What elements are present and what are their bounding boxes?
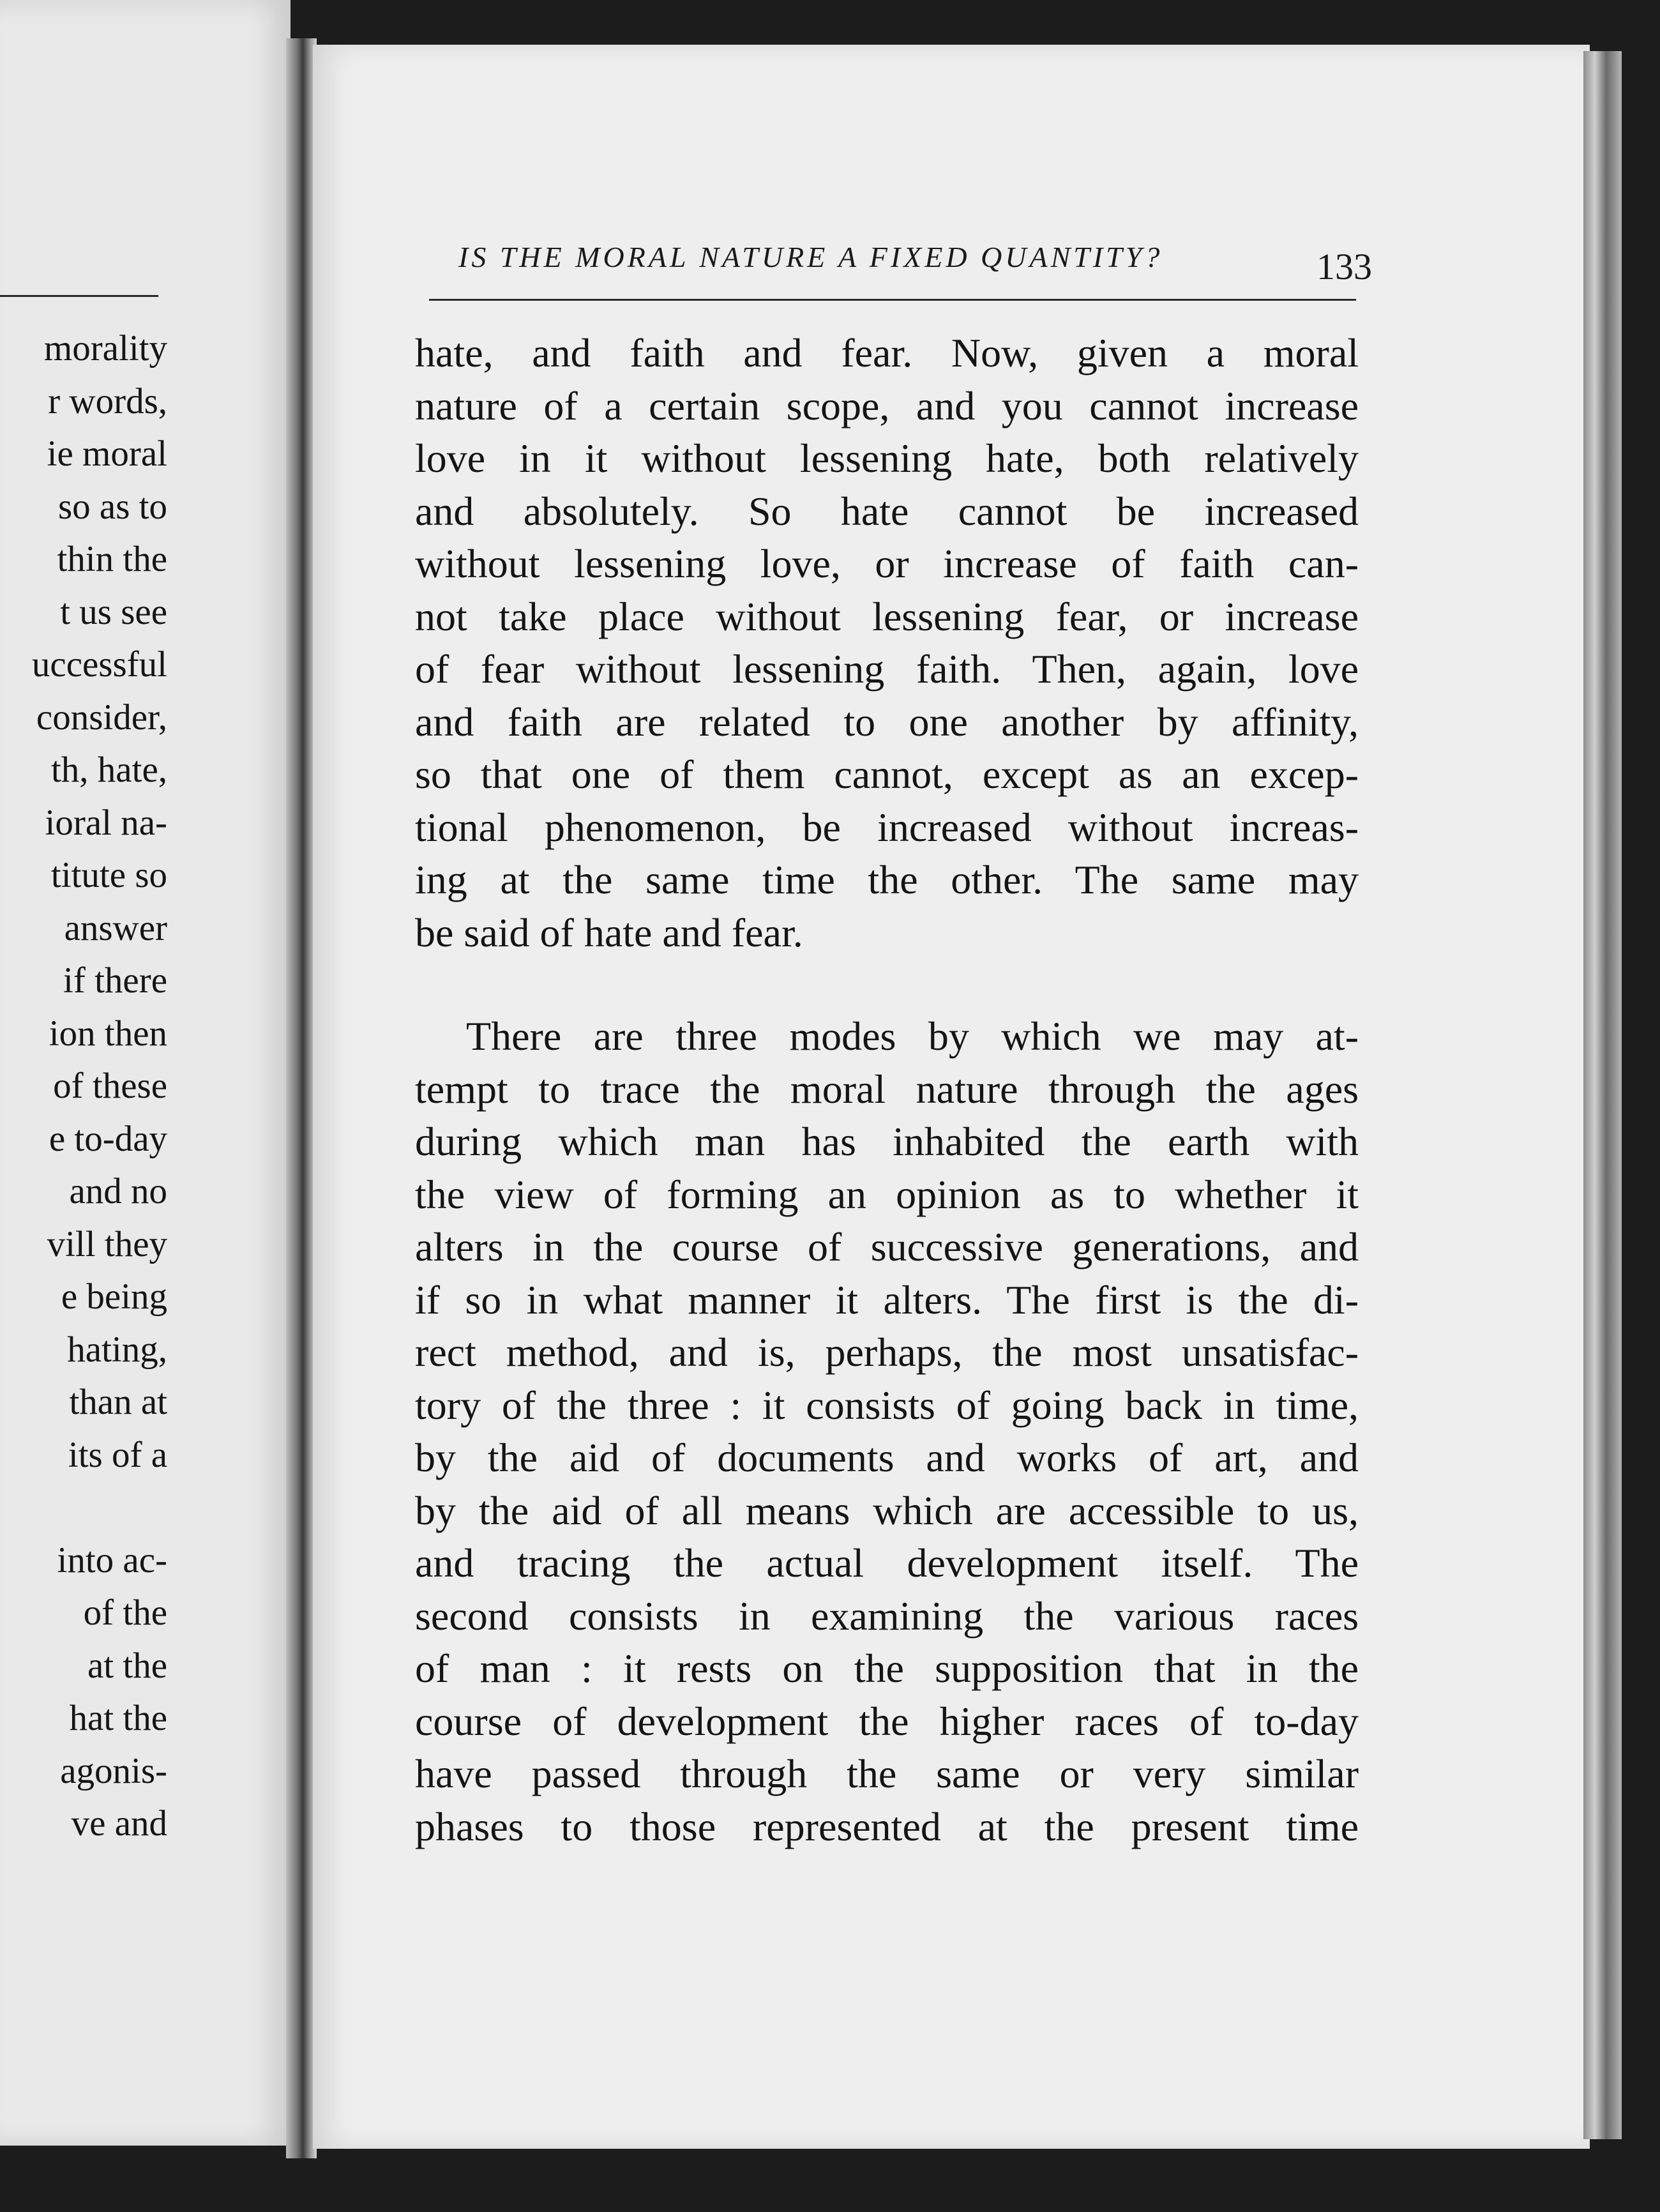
text-line: and absolutely. So hate cannot be increased xyxy=(415,488,1359,534)
text-line: during which man has inhabited the earth with xyxy=(415,1119,1359,1164)
left-page xyxy=(0,0,290,2146)
text-line: by the aid of documents and works of art, and xyxy=(415,1435,1359,1480)
text-line: e being xyxy=(61,1276,167,1317)
text-line: at the xyxy=(87,1645,167,1686)
text-line: than at xyxy=(69,1382,167,1422)
text-line: of the xyxy=(83,1593,167,1633)
left-header-rule xyxy=(0,295,158,297)
text-line: ie moral xyxy=(47,434,167,474)
text-line: love in it without lessening hate, both relatively xyxy=(415,436,1359,481)
text-line: if there xyxy=(63,960,167,1001)
text-line: course of development the higher races of to-day xyxy=(415,1698,1359,1744)
text-line: r words, xyxy=(48,381,167,421)
text-line xyxy=(0,1481,167,1534)
text-line: agonis- xyxy=(60,1750,167,1791)
text-line: hating, xyxy=(67,1329,167,1370)
text-line: without lessening love, or increase of faith can- xyxy=(415,541,1359,586)
paragraph-2 xyxy=(415,1010,1359,1853)
text-line: not take place without lessening fear, or increase xyxy=(415,593,1359,639)
text-line: of man : it rests on the supposition that in the xyxy=(415,1646,1359,1691)
text-line: consider, xyxy=(36,697,167,738)
text-line: rect method, and is, perhaps, the most unsatisfac- xyxy=(415,1329,1359,1375)
body-text xyxy=(415,327,1359,1853)
text-line: have passed through the same or very similar xyxy=(415,1751,1359,1796)
text-line: th, hate, xyxy=(50,750,167,790)
text-line: vill they xyxy=(47,1223,167,1264)
text-line: if so in what manner it alters. The first is the di- xyxy=(415,1276,1359,1322)
book-gutter xyxy=(286,38,317,2158)
text-line: ioral na- xyxy=(45,802,167,843)
text-line: so that one of them cannot, except as an excep- xyxy=(415,752,1359,797)
text-line: e to-day xyxy=(49,1118,167,1159)
text-line: its of a xyxy=(68,1434,167,1475)
text-line: tory of the three : it consists of going back in time, xyxy=(415,1382,1359,1428)
left-page-text xyxy=(0,322,167,1851)
text-line: ing at the same time the other. The same may xyxy=(415,857,1359,902)
text-line: There are three modes by which we may at- xyxy=(466,1013,1359,1059)
text-line: t us see xyxy=(60,591,167,632)
text-line: the view of forming an opinion as to whether it xyxy=(415,1171,1359,1217)
text-line: nature of a certain scope, and you cannot increase xyxy=(415,383,1359,428)
text-line: second consists in examining the various races xyxy=(415,1593,1359,1639)
running-title: IS THE MORAL NATURE A FIXED QUANTITY? xyxy=(458,241,1163,273)
text-line: ion then xyxy=(49,1013,167,1054)
page-edge xyxy=(1583,51,1622,2139)
text-line: hat the xyxy=(69,1698,167,1738)
text-line: and tracing the actual development itself. The xyxy=(415,1540,1359,1586)
text-line: and faith are related to one another by affinity, xyxy=(415,699,1359,745)
text-line: uccessful xyxy=(31,644,167,685)
text-line: be said of hate and fear. xyxy=(415,909,803,955)
text-line: of these xyxy=(53,1066,167,1106)
text-line: titute so xyxy=(50,855,167,895)
text-line: of fear without lessening faith. Then, again, love xyxy=(415,646,1359,692)
text-line: morality xyxy=(43,328,167,368)
text-line: by the aid of all means which are accessible to us, xyxy=(415,1487,1359,1533)
text-line: alters in the course of successive generations, and xyxy=(415,1224,1359,1269)
text-line: phases to those represented at the present time xyxy=(415,1803,1359,1849)
paragraph-1 xyxy=(415,327,1359,959)
header-rule xyxy=(429,299,1356,301)
paragraph-gap xyxy=(415,959,1359,1010)
text-line: hate, and faith and fear. Now, given a moral xyxy=(415,330,1359,375)
text-line: so as to xyxy=(58,486,167,527)
text-line: thin the xyxy=(57,539,167,579)
text-line: tempt to trace the moral nature through the ages xyxy=(415,1066,1359,1112)
page-number: 133 xyxy=(1317,246,1372,287)
text-line: tional phenomenon, be increased without increas- xyxy=(415,804,1359,850)
text-line: answer xyxy=(64,907,167,948)
text-line: ve and xyxy=(71,1803,167,1844)
text-line: and no xyxy=(69,1171,167,1211)
text-line: into ac- xyxy=(57,1540,167,1580)
